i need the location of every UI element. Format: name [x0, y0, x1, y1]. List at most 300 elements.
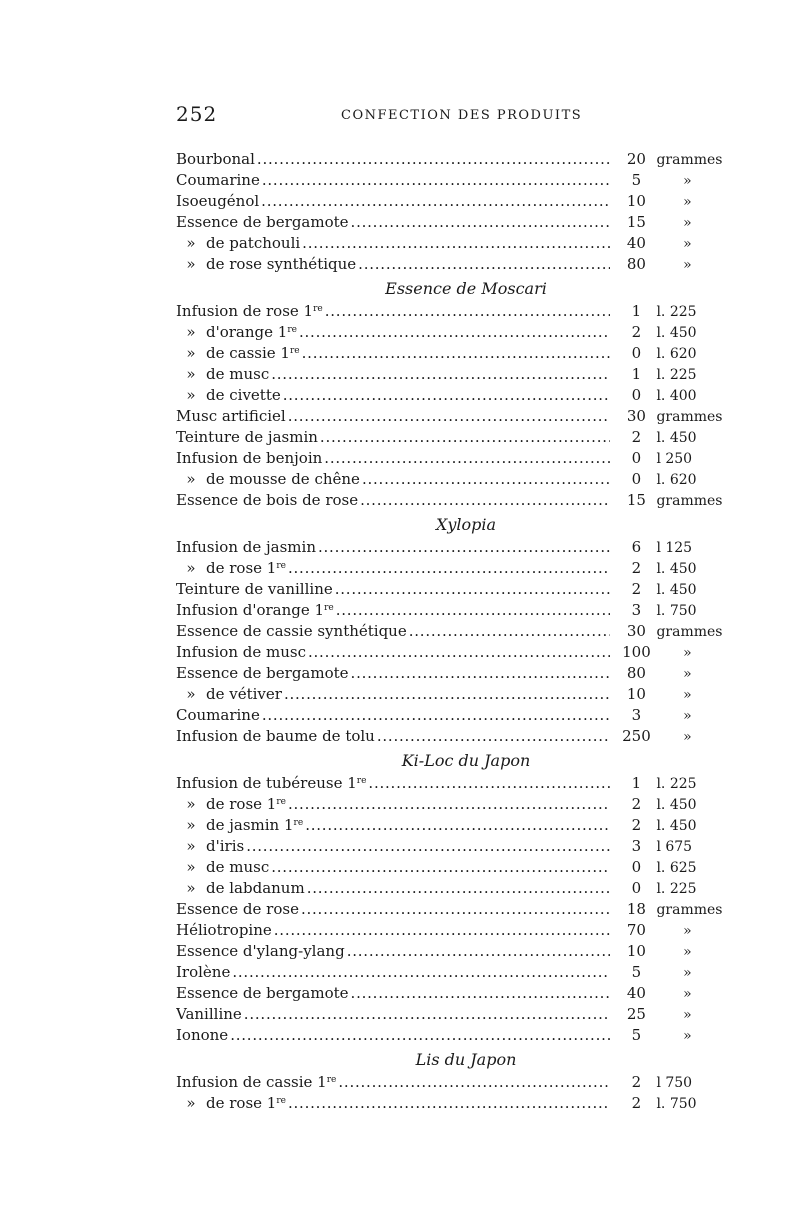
ingredient-quantity [610, 213, 736, 231]
ingredient-name-text: de mousse de chêne [206, 470, 360, 488]
dot-leader [307, 879, 611, 897]
ingredient-label [176, 323, 610, 341]
ingredient-row [176, 1094, 736, 1115]
ingredient-label [176, 302, 610, 320]
ingredient-row [176, 323, 736, 344]
ingredient-row [176, 302, 736, 323]
ingredient-name-text: Héliotropine [176, 921, 272, 939]
quantity-unit: l 250 [656, 451, 693, 467]
ingredient-name [206, 470, 360, 488]
ditto-mark: » [186, 795, 196, 813]
ingredient-name-text: Isoeugénol [176, 192, 260, 210]
ingredient-name [206, 255, 356, 273]
quantity-unit: l 675 [656, 839, 693, 855]
dot-leader [358, 255, 610, 273]
ingredient-name [176, 900, 299, 918]
ingredient-name [206, 234, 300, 252]
ingredient-name [176, 171, 260, 189]
ingredient-name [176, 1026, 228, 1044]
ingredient-quantity [610, 302, 736, 320]
ingredient-label [176, 706, 610, 724]
quantity-amount: 1 [631, 302, 642, 320]
ingredient-label [176, 407, 610, 425]
quantity-unit: l. 225 [656, 367, 697, 383]
ordinal-suffix: re [293, 818, 304, 828]
ingredient-quantity [610, 428, 736, 446]
ordinal-suffix: re [287, 325, 297, 335]
quantity-unit: » [683, 215, 692, 231]
dot-leader [362, 470, 611, 488]
ingredient-quantity [610, 858, 736, 876]
ingredient-quantity [610, 900, 736, 918]
quantity-amount: 10 [626, 942, 646, 960]
ingredient-name [176, 1073, 336, 1091]
ingredient-quantity [610, 365, 736, 383]
ditto-mark: » [186, 323, 196, 341]
ingredient-name-text: de jasmin 1 [206, 816, 294, 834]
quantity-unit: l. 625 [656, 860, 697, 876]
ordinal-suffix: re [276, 1096, 286, 1106]
quantity-unit: l. 450 [656, 582, 697, 598]
ingredient-name [176, 984, 349, 1002]
quantity-amount: 40 [626, 984, 646, 1002]
quantity-amount: 0 [631, 449, 642, 467]
dot-leader [324, 449, 610, 467]
ingredient-name [176, 538, 316, 556]
quantity-unit: » [683, 173, 692, 189]
quantity-unit: » [683, 236, 692, 252]
dot-leader [320, 428, 611, 446]
recipe-title: Xylopia [435, 515, 497, 534]
recipe-title: Lis du Japon [415, 1050, 517, 1069]
ingredient-row [176, 407, 736, 428]
ingredient-quantity [610, 386, 736, 404]
ingredient-row [176, 727, 736, 748]
quantity-unit: » [683, 965, 692, 981]
ingredient-label [176, 879, 610, 897]
quantity-amount: 10 [626, 192, 646, 210]
ingredient-label [176, 837, 610, 855]
quantity-unit: » [683, 666, 692, 682]
quantity-amount: 2 [631, 795, 642, 813]
ingredient-name [176, 491, 358, 509]
dot-leader [347, 942, 611, 960]
ingredient-row [176, 470, 736, 491]
ingredient-label [176, 984, 610, 1002]
ingredient-name [176, 302, 323, 320]
dot-leader [409, 622, 611, 640]
dot-leader [232, 963, 610, 981]
ingredient-label [176, 643, 610, 661]
ordinal-suffix: re [356, 776, 367, 786]
ingredient-quantity [610, 879, 736, 897]
dot-leader [377, 727, 611, 745]
ingredient-name [176, 921, 272, 939]
ingredient-label [176, 255, 610, 273]
quantity-amount: 0 [631, 470, 642, 488]
ingredient-label [176, 213, 610, 231]
ingredient-name-text: Infusion de rose 1 [176, 302, 314, 320]
dot-leader [308, 643, 610, 661]
ordinal-suffix: re [289, 346, 300, 356]
ingredient-quantity [610, 580, 736, 598]
ingredient-row [176, 386, 736, 407]
recipe-title: Ki-Loc du Japon [401, 751, 531, 770]
quantity-unit: » [683, 944, 692, 960]
ingredient-name-text: Infusion de tubéreuse 1 [176, 774, 357, 792]
ditto-mark: » [186, 559, 196, 577]
quantity-unit: l. 620 [656, 346, 697, 362]
ingredient-name [176, 963, 230, 981]
quantity-unit: l. 450 [656, 325, 697, 341]
ingredient-row [176, 774, 736, 795]
ingredient-row [176, 559, 736, 580]
dot-leader [288, 559, 610, 577]
running-head: CONFECTION DES PRODUITS [341, 108, 583, 123]
quantity-amount: 20 [626, 150, 646, 168]
quantity-unit: l. 225 [656, 304, 697, 320]
dot-leader [338, 1073, 610, 1091]
ditto-mark: » [186, 685, 196, 703]
ingredient-quantity [610, 963, 736, 981]
ingredient-name-text: Infusion de jasmin [176, 538, 316, 556]
ingredient-name-text: de musc [206, 858, 270, 876]
ingredient-name-text: Essence de bois de rose [176, 491, 359, 509]
ingredient-quantity [610, 234, 736, 252]
ingredient-label [176, 1005, 610, 1023]
quantity-unit: » [683, 1007, 692, 1023]
ingredient-label [176, 816, 610, 834]
quantity-amount: 3 [631, 601, 642, 619]
dot-leader [325, 302, 611, 320]
quantity-amount: 2 [631, 559, 642, 577]
dot-leader [336, 601, 611, 619]
ingredient-quantity [610, 942, 736, 960]
quantity-unit: l. 400 [656, 388, 697, 404]
quantity-amount: 18 [626, 900, 646, 918]
ingredient-quantity [610, 323, 736, 341]
ingredient-label [176, 963, 610, 981]
quantity-unit: » [683, 257, 692, 273]
ingredient-row [176, 984, 736, 1005]
ingredient-label [176, 192, 610, 210]
ingredient-label [176, 234, 610, 252]
quantity-unit: l. 450 [656, 797, 697, 813]
ingredient-row [176, 1005, 736, 1026]
ingredient-label [176, 449, 610, 467]
ingredient-name [206, 795, 286, 813]
quantity-amount: 2 [631, 816, 642, 834]
ditto-mark: » [186, 386, 196, 404]
ingredient-quantity [610, 407, 736, 425]
ordinal-suffix: re [276, 561, 286, 571]
ingredient-row [176, 1073, 736, 1094]
ingredient-label [176, 470, 610, 488]
ditto-mark: » [186, 837, 196, 855]
ingredient-quantity [610, 727, 736, 745]
ingredient-name [206, 879, 305, 897]
recipe-title: Essence de Moscari [385, 279, 547, 298]
page-number: 252 [176, 102, 218, 126]
recipe-section [176, 512, 736, 748]
ingredient-quantity [610, 921, 736, 939]
ingredient-quantity [610, 1026, 736, 1044]
ingredient-label [176, 580, 610, 598]
dot-leader [261, 192, 610, 210]
ingredient-name [176, 622, 407, 640]
dot-leader [368, 774, 610, 792]
quantity-unit: l. 620 [656, 472, 697, 488]
ingredient-row [176, 685, 736, 706]
ingredient-name-text: Teinture de jasmin [176, 428, 318, 446]
ingredient-quantity [610, 984, 736, 1002]
ingredient-name [206, 365, 269, 383]
ingredient-name [176, 580, 333, 598]
ingredient-row [176, 837, 736, 858]
ingredient-name-text: Infusion d'orange 1 [176, 601, 325, 619]
dot-leader [302, 234, 610, 252]
ditto-mark: » [186, 816, 196, 834]
ingredient-quantity [610, 449, 736, 467]
quantity-unit: l. 450 [656, 818, 697, 834]
quantity-unit: grammes [656, 624, 723, 640]
quantity-amount: 5 [631, 963, 642, 981]
ingredient-name-text: Musc artificiel [176, 407, 286, 425]
quantity-amount: 80 [626, 255, 646, 273]
ingredient-name-text: de rose 1 [206, 1094, 277, 1112]
ingredient-row [176, 858, 736, 879]
ingredient-quantity [610, 538, 736, 556]
quantity-unit: » [683, 645, 692, 661]
ingredient-name [176, 643, 306, 661]
ingredient-quantity [610, 664, 736, 682]
ingredient-row [176, 171, 736, 192]
quantity-unit: » [683, 708, 692, 724]
dot-leader [262, 706, 611, 724]
ingredient-name-text: de vétiver [206, 685, 282, 703]
quantity-unit: l 750 [656, 1075, 693, 1091]
ingredient-name [206, 858, 269, 876]
ingredient-name-text: Teinture de vanilline [176, 580, 333, 598]
ingredient-name-text: Irolène [176, 963, 231, 981]
dot-leader [230, 1026, 610, 1044]
ordinal-suffix: re [276, 797, 286, 807]
ingredient-row [176, 255, 736, 276]
quantity-unit: l. 450 [656, 430, 697, 446]
dot-leader [335, 580, 611, 598]
ingredient-label [176, 622, 610, 640]
quantity-amount: 0 [631, 858, 642, 876]
ditto-mark: » [186, 858, 196, 876]
ingredient-name [176, 706, 260, 724]
ingredient-name-text: Essence de bergamote [176, 984, 349, 1002]
quantity-unit: l. 225 [656, 881, 697, 897]
ingredient-name [176, 150, 255, 168]
ingredient-quantity [610, 1005, 736, 1023]
dot-leader [246, 837, 610, 855]
quantity-amount: 6 [631, 538, 642, 556]
dot-leader [284, 685, 610, 703]
ingredient-name-text: Bourbonal [176, 150, 255, 168]
ingredient-quantity [610, 559, 736, 577]
quantity-amount: 3 [631, 706, 642, 724]
quantity-unit: l 125 [656, 540, 693, 556]
quantity-amount: 40 [626, 234, 646, 252]
quantity-amount: 0 [631, 879, 642, 897]
ingredient-row [176, 643, 736, 664]
dot-leader [351, 984, 611, 1002]
ingredient-row [176, 879, 736, 900]
quantity-unit: » [683, 194, 692, 210]
quantity-amount: 3 [631, 837, 642, 855]
quantity-amount: 2 [631, 580, 642, 598]
ditto-mark: » [186, 879, 196, 897]
quantity-amount: 30 [626, 622, 646, 640]
ingredient-row [176, 192, 736, 213]
quantity-amount: 1 [631, 774, 642, 792]
quantity-amount: 2 [631, 428, 642, 446]
ingredient-name [206, 323, 297, 341]
ingredient-name-text: Infusion de cassie 1 [176, 1073, 327, 1091]
ingredient-row [176, 234, 736, 255]
quantity-unit: » [683, 923, 692, 939]
ingredient-name [206, 685, 282, 703]
ingredient-label [176, 601, 610, 619]
dot-leader [318, 538, 610, 556]
ingredient-name-text: d'iris [206, 837, 245, 855]
ordinal-suffix: re [313, 304, 323, 314]
recipe-list [176, 150, 736, 1115]
quantity-amount: 10 [626, 685, 646, 703]
ingredient-name-text: Infusion de musc [176, 643, 306, 661]
ingredient-quantity [610, 1094, 736, 1112]
ingredient-name [176, 192, 259, 210]
recipe-section [176, 748, 736, 1047]
ingredient-quantity [610, 470, 736, 488]
ingredient-quantity [610, 150, 736, 168]
ingredient-name [206, 816, 303, 834]
ingredient-name [176, 664, 349, 682]
ingredient-name-text: Essence de bergamote [176, 664, 349, 682]
ingredient-name-text: Essence d'ylang-ylang [176, 942, 345, 960]
ingredient-name-text: de labdanum [206, 879, 305, 897]
ingredient-name-text: Vanilline [176, 1005, 242, 1023]
ingredient-label [176, 942, 610, 960]
ingredient-row [176, 213, 736, 234]
ingredient-name-text: de rose synthétique [206, 255, 357, 273]
ingredient-name-text: de patchouli [206, 234, 301, 252]
ingredient-name-text: Infusion de benjoin [176, 449, 323, 467]
quantity-unit: grammes [656, 152, 723, 168]
quantity-unit: » [683, 986, 692, 1002]
ingredient-label [176, 1026, 610, 1044]
ingredient-label [176, 365, 610, 383]
ingredient-name [206, 386, 281, 404]
ingredient-label [176, 685, 610, 703]
ingredient-quantity [610, 601, 736, 619]
ditto-mark: » [186, 1094, 196, 1112]
ingredient-name-text: Coumarine [176, 171, 260, 189]
quantity-unit: » [683, 687, 692, 703]
quantity-amount: 80 [626, 664, 646, 682]
ingredient-label [176, 727, 610, 745]
quantity-amount: 250 [622, 727, 651, 745]
ingredient-label [176, 559, 610, 577]
ingredient-label [176, 344, 610, 362]
ingredient-name [176, 774, 366, 792]
ingredient-quantity [610, 171, 736, 189]
ingredient-quantity [610, 622, 736, 640]
quantity-amount: 2 [631, 1094, 642, 1112]
ingredient-row [176, 706, 736, 727]
ingredient-row [176, 900, 736, 921]
ordinal-suffix: re [326, 1075, 337, 1085]
ingredient-row [176, 664, 736, 685]
ditto-mark: » [186, 365, 196, 383]
quantity-unit: l. 450 [656, 561, 697, 577]
quantity-unit: grammes [656, 493, 723, 509]
quantity-amount: 0 [631, 344, 642, 362]
ingredient-name-text: de cassie 1 [206, 344, 290, 362]
quantity-amount: 2 [631, 323, 642, 341]
page-header [176, 100, 736, 130]
dot-leader [257, 150, 611, 168]
ingredient-quantity [610, 643, 736, 661]
ingredient-label [176, 900, 610, 918]
ingredient-quantity [610, 344, 736, 362]
ordinal-suffix: re [324, 603, 334, 613]
ditto-mark: » [186, 255, 196, 273]
ingredient-label [176, 1073, 610, 1091]
ingredient-row [176, 1026, 736, 1047]
ingredient-name [176, 942, 345, 960]
ingredient-name [176, 601, 334, 619]
ingredient-name-text: Essence de rose [176, 900, 299, 918]
ingredient-name-text: Essence de bergamote [176, 213, 349, 231]
ingredient-name [206, 344, 300, 362]
ingredient-label [176, 795, 610, 813]
quantity-amount: 2 [631, 1073, 642, 1091]
ingredient-row [176, 795, 736, 816]
ingredient-name [206, 559, 286, 577]
dot-leader [288, 795, 610, 813]
quantity-amount: 0 [631, 386, 642, 404]
ingredient-label [176, 491, 610, 509]
ingredient-row [176, 601, 736, 622]
recipe-section [176, 276, 736, 512]
quantity-unit: » [683, 729, 692, 745]
ingredient-quantity [610, 816, 736, 834]
dot-leader [360, 491, 610, 509]
quantity-amount: 5 [631, 1026, 642, 1044]
ditto-mark: » [186, 234, 196, 252]
ingredient-label [176, 386, 610, 404]
ingredient-name [176, 407, 286, 425]
recipe-section [176, 1047, 736, 1115]
ingredient-quantity [610, 685, 736, 703]
quantity-unit: l. 750 [656, 1096, 697, 1112]
dot-leader [271, 858, 610, 876]
ingredient-name [176, 428, 318, 446]
quantity-amount: 100 [622, 643, 651, 661]
ingredient-quantity [610, 192, 736, 210]
ingredient-label [176, 664, 610, 682]
ingredient-row [176, 491, 736, 512]
dot-leader [351, 213, 611, 231]
ingredient-name-text: de rose 1 [206, 559, 277, 577]
dot-leader [274, 921, 611, 939]
dot-leader [305, 816, 610, 834]
